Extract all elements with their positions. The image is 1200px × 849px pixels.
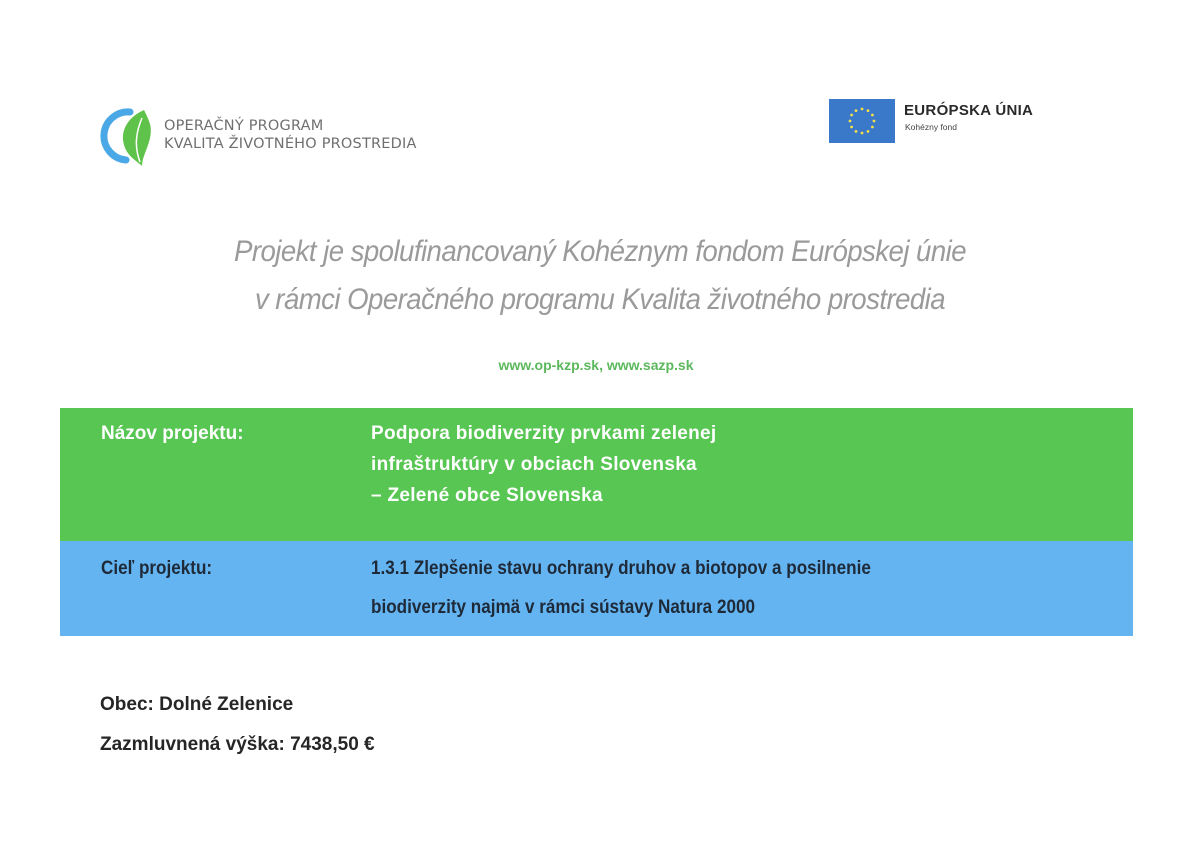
op-kzp-logo-text [164, 117, 417, 153]
project-goal-line: biodiverzity najmä v rámci sústavy Natura 2000 [371, 597, 755, 618]
project-name-line: Podpora biodiverzity prvkami zelenej [371, 423, 717, 444]
project-name-label: Názov projektu: [101, 423, 244, 444]
op-logo-line-2: KVALITA ŽIVOTNÉHO PROSTREDIA [164, 136, 417, 152]
project-name-band [60, 408, 1133, 541]
project-goal-label: Cieľ projektu: [101, 558, 213, 579]
eu-flag-icon [829, 99, 895, 143]
project-goal-band [60, 541, 1133, 636]
eu-subtitle: Kohézny fond [905, 122, 957, 132]
op-kzp-leaf-logo-icon [96, 104, 154, 166]
project-name-line: – Zelené obce Slovenska [371, 485, 603, 506]
project-goal-value [371, 549, 871, 627]
website-links[interactable]: www.op-kzp.sk, www.sazp.sk [498, 357, 694, 373]
project-name-line: infraštruktúry v obciach Slovenska [371, 454, 697, 475]
op-logo-line-1: OPERAČNÝ PROGRAM [164, 118, 324, 134]
headline-line-1: Projekt je spolufinancovaný Kohéznym fondom Európskej únie [233, 235, 967, 268]
eu-title: EURÓPSKA ÚNIA [904, 102, 1034, 119]
municipality: Obec: Dolné Zelenice [100, 694, 294, 715]
project-name-value [371, 418, 717, 511]
headline-line-2: v rámci Operačného programu Kvalita životného prostredia [254, 283, 946, 316]
project-goal-line: 1.3.1 Zlepšenie stavu ochrany druhov a biotopov a posilnenie [371, 558, 871, 579]
contracted-amount: Zazmluvnená výška: 7438,50 € [100, 734, 375, 755]
cofinancing-headline [48, 228, 1152, 324]
